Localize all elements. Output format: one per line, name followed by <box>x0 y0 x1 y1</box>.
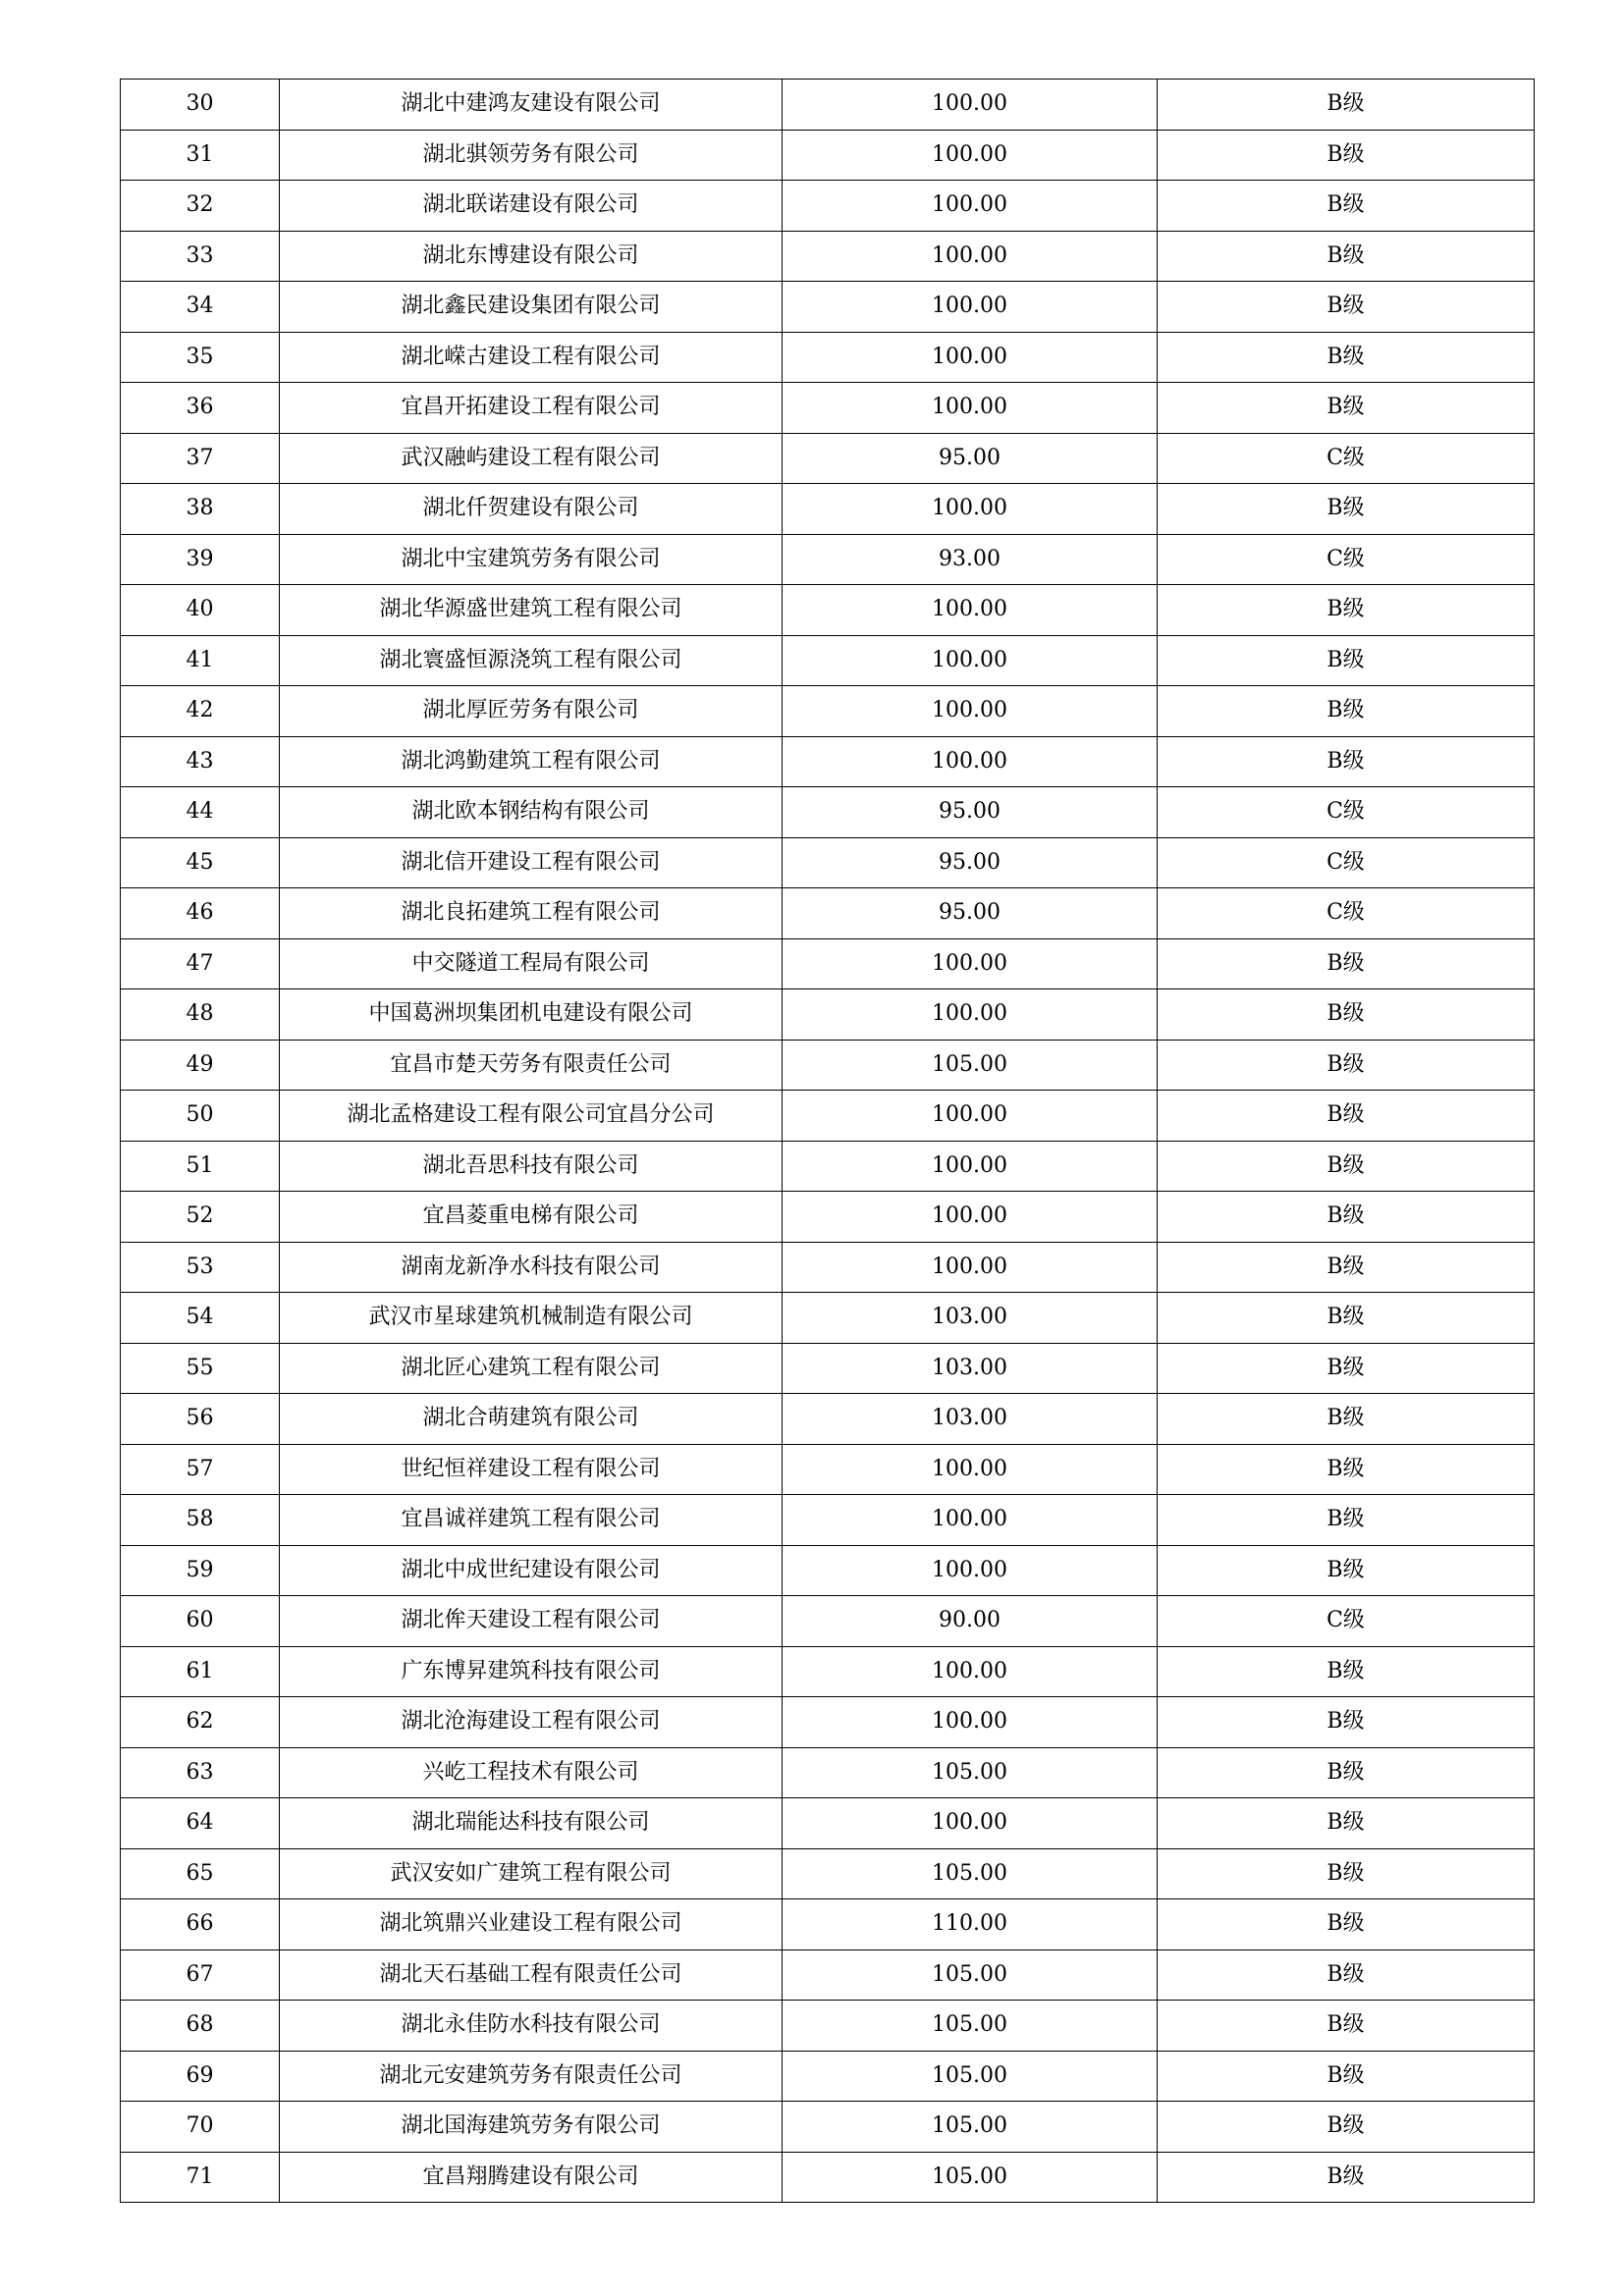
table-row <box>121 282 1535 333</box>
company-name-cell: 湖北寰盛恒源浇筑工程有限公司 <box>280 635 783 686</box>
grade-cell: B级 <box>1158 635 1535 686</box>
score-cell: 100.00 <box>783 383 1158 434</box>
table-row <box>121 534 1535 585</box>
table-row <box>121 332 1535 383</box>
grade-cell: B级 <box>1158 282 1535 333</box>
company-name-cell: 湖北鑫民建设集团有限公司 <box>280 282 783 333</box>
grade-cell: B级 <box>1158 484 1535 535</box>
row-number-cell: 44 <box>121 787 280 838</box>
grade-cell: B级 <box>1158 2152 1535 2203</box>
score-cell: 95.00 <box>783 837 1158 888</box>
company-name-cell: 武汉安如广建筑工程有限公司 <box>280 1848 783 1899</box>
row-number-cell: 51 <box>121 1141 280 1192</box>
score-cell: 90.00 <box>783 1596 1158 1647</box>
grade-cell: B级 <box>1158 585 1535 636</box>
company-rating-table <box>120 79 1535 2203</box>
grade-cell: B级 <box>1158 938 1535 989</box>
table-row <box>121 484 1535 535</box>
score-cell: 105.00 <box>783 2001 1158 2052</box>
table-row <box>121 736 1535 787</box>
company-name-cell: 湖北沧海建设工程有限公司 <box>280 1697 783 1748</box>
table-row <box>121 383 1535 434</box>
row-number-cell: 31 <box>121 130 280 181</box>
company-name-cell: 湖北瑞能达科技有限公司 <box>280 1798 783 1849</box>
company-name-cell: 武汉市星球建筑机械制造有限公司 <box>280 1293 783 1344</box>
score-cell: 95.00 <box>783 433 1158 484</box>
row-number-cell: 68 <box>121 2001 280 2052</box>
table-row <box>121 1697 1535 1748</box>
grade-cell: C级 <box>1158 787 1535 838</box>
table-row <box>121 2102 1535 2153</box>
company-name-cell: 武汉融屿建设工程有限公司 <box>280 433 783 484</box>
company-name-cell: 湖北华源盛世建筑工程有限公司 <box>280 585 783 636</box>
row-number-cell: 41 <box>121 635 280 686</box>
grade-cell: B级 <box>1158 1192 1535 1243</box>
table-row <box>121 1343 1535 1394</box>
company-name-cell: 湖北信开建设工程有限公司 <box>280 837 783 888</box>
company-name-cell: 兴屹工程技术有限公司 <box>280 1747 783 1798</box>
score-cell: 105.00 <box>783 2152 1158 2203</box>
grade-cell: B级 <box>1158 1798 1535 1849</box>
row-number-cell: 62 <box>121 1697 280 1748</box>
row-number-cell: 56 <box>121 1394 280 1445</box>
row-number-cell: 55 <box>121 1343 280 1394</box>
company-name-cell: 湖北合萌建筑有限公司 <box>280 1394 783 1445</box>
row-number-cell: 65 <box>121 1848 280 1899</box>
grade-cell: B级 <box>1158 1848 1535 1899</box>
company-name-cell: 中国葛洲坝集团机电建设有限公司 <box>280 989 783 1041</box>
company-name-cell: 湖北联诺建设有限公司 <box>280 181 783 232</box>
score-cell: 103.00 <box>783 1394 1158 1445</box>
score-cell: 100.00 <box>783 130 1158 181</box>
grade-cell: C级 <box>1158 837 1535 888</box>
table-row <box>121 1646 1535 1697</box>
row-number-cell: 59 <box>121 1545 280 1596</box>
grade-cell: B级 <box>1158 130 1535 181</box>
company-name-cell: 湖北鸿勤建筑工程有限公司 <box>280 736 783 787</box>
score-cell: 100.00 <box>783 1242 1158 1293</box>
company-name-cell: 湖北良拓建筑工程有限公司 <box>280 888 783 939</box>
grade-cell: B级 <box>1158 181 1535 232</box>
score-cell: 100.00 <box>783 332 1158 383</box>
table-row <box>121 130 1535 181</box>
grade-cell: B级 <box>1158 1091 1535 1142</box>
company-name-cell: 世纪恒祥建设工程有限公司 <box>280 1444 783 1495</box>
score-cell: 100.00 <box>783 1444 1158 1495</box>
company-name-cell: 湖北骐领劳务有限公司 <box>280 130 783 181</box>
table-row <box>121 2001 1535 2052</box>
score-cell: 105.00 <box>783 2102 1158 2153</box>
row-number-cell: 47 <box>121 938 280 989</box>
table-row <box>121 1444 1535 1495</box>
row-number-cell: 43 <box>121 736 280 787</box>
grade-cell: B级 <box>1158 989 1535 1041</box>
row-number-cell: 52 <box>121 1192 280 1243</box>
table-row <box>121 231 1535 282</box>
grade-cell: C级 <box>1158 1596 1535 1647</box>
table-row <box>121 1495 1535 1546</box>
table-row <box>121 1747 1535 1798</box>
company-name-cell: 广东博昇建筑科技有限公司 <box>280 1646 783 1697</box>
company-name-cell: 湖北厚匠劳务有限公司 <box>280 686 783 737</box>
table-row <box>121 1899 1535 1950</box>
score-cell: 93.00 <box>783 534 1158 585</box>
grade-cell: B级 <box>1158 1141 1535 1192</box>
row-number-cell: 45 <box>121 837 280 888</box>
table-row <box>121 787 1535 838</box>
score-cell: 100.00 <box>783 1646 1158 1697</box>
row-number-cell: 40 <box>121 585 280 636</box>
company-name-cell: 湖北国海建筑劳务有限公司 <box>280 2102 783 2153</box>
table-row <box>121 1091 1535 1142</box>
row-number-cell: 54 <box>121 1293 280 1344</box>
score-cell: 100.00 <box>783 585 1158 636</box>
grade-cell: B级 <box>1158 1242 1535 1293</box>
company-name-cell: 湖南龙新净水科技有限公司 <box>280 1242 783 1293</box>
row-number-cell: 69 <box>121 2051 280 2102</box>
row-number-cell: 49 <box>121 1040 280 1091</box>
grade-cell: B级 <box>1158 231 1535 282</box>
company-name-cell: 宜昌菱重电梯有限公司 <box>280 1192 783 1243</box>
grade-cell: B级 <box>1158 1646 1535 1697</box>
company-name-cell: 湖北侔天建设工程有限公司 <box>280 1596 783 1647</box>
company-name-cell: 中交隧道工程局有限公司 <box>280 938 783 989</box>
company-name-cell: 湖北吾思科技有限公司 <box>280 1141 783 1192</box>
score-cell: 95.00 <box>783 787 1158 838</box>
grade-cell: B级 <box>1158 1343 1535 1394</box>
grade-cell: C级 <box>1158 534 1535 585</box>
table-row <box>121 1596 1535 1647</box>
company-name-cell: 湖北永佳防水科技有限公司 <box>280 2001 783 2052</box>
score-cell: 100.00 <box>783 484 1158 535</box>
grade-cell: B级 <box>1158 1697 1535 1748</box>
row-number-cell: 39 <box>121 534 280 585</box>
table-row <box>121 837 1535 888</box>
table-row <box>121 1394 1535 1445</box>
score-cell: 100.00 <box>783 686 1158 737</box>
table-row <box>121 1040 1535 1091</box>
grade-cell: B级 <box>1158 80 1535 131</box>
score-cell: 100.00 <box>783 80 1158 131</box>
row-number-cell: 70 <box>121 2102 280 2153</box>
row-number-cell: 37 <box>121 433 280 484</box>
score-cell: 100.00 <box>783 231 1158 282</box>
company-name-cell: 湖北东博建设有限公司 <box>280 231 783 282</box>
table-row <box>121 80 1535 131</box>
grade-cell: B级 <box>1158 1495 1535 1546</box>
grade-cell: B级 <box>1158 1747 1535 1798</box>
company-name-cell: 湖北中建鸿友建设有限公司 <box>280 80 783 131</box>
row-number-cell: 48 <box>121 989 280 1041</box>
grade-cell: B级 <box>1158 736 1535 787</box>
score-cell: 105.00 <box>783 1747 1158 1798</box>
company-name-cell: 湖北嵘古建设工程有限公司 <box>280 332 783 383</box>
score-cell: 110.00 <box>783 1899 1158 1950</box>
grade-cell: B级 <box>1158 2001 1535 2052</box>
row-number-cell: 63 <box>121 1747 280 1798</box>
grade-cell: B级 <box>1158 383 1535 434</box>
score-cell: 100.00 <box>783 1192 1158 1243</box>
table-row <box>121 1293 1535 1344</box>
company-name-cell: 湖北天石基础工程有限责任公司 <box>280 1949 783 2001</box>
table-row <box>121 2051 1535 2102</box>
company-name-cell: 宜昌诚祥建筑工程有限公司 <box>280 1495 783 1546</box>
table-row <box>121 938 1535 989</box>
company-name-cell: 湖北元安建筑劳务有限责任公司 <box>280 2051 783 2102</box>
company-name-cell: 湖北仟贺建设有限公司 <box>280 484 783 535</box>
row-number-cell: 71 <box>121 2152 280 2203</box>
grade-cell: B级 <box>1158 1545 1535 1596</box>
row-number-cell: 57 <box>121 1444 280 1495</box>
row-number-cell: 32 <box>121 181 280 232</box>
row-number-cell: 42 <box>121 686 280 737</box>
table-row <box>121 1141 1535 1192</box>
table-row <box>121 433 1535 484</box>
company-name-cell: 湖北中宝建筑劳务有限公司 <box>280 534 783 585</box>
row-number-cell: 38 <box>121 484 280 535</box>
row-number-cell: 33 <box>121 231 280 282</box>
score-cell: 103.00 <box>783 1343 1158 1394</box>
grade-cell: B级 <box>1158 1444 1535 1495</box>
grade-cell: B级 <box>1158 332 1535 383</box>
table-row <box>121 1242 1535 1293</box>
company-name-cell: 湖北中成世纪建设有限公司 <box>280 1545 783 1596</box>
grade-cell: B级 <box>1158 1949 1535 2001</box>
score-cell: 100.00 <box>783 1141 1158 1192</box>
score-cell: 100.00 <box>783 1697 1158 1748</box>
row-number-cell: 50 <box>121 1091 280 1142</box>
table-row <box>121 2152 1535 2203</box>
score-cell: 105.00 <box>783 1949 1158 2001</box>
grade-cell: B级 <box>1158 1394 1535 1445</box>
score-cell: 105.00 <box>783 1848 1158 1899</box>
score-cell: 100.00 <box>783 1091 1158 1142</box>
score-cell: 100.00 <box>783 736 1158 787</box>
grade-cell: C级 <box>1158 433 1535 484</box>
company-name-cell: 宜昌开拓建设工程有限公司 <box>280 383 783 434</box>
table-row <box>121 989 1535 1041</box>
score-cell: 105.00 <box>783 1040 1158 1091</box>
table-row <box>121 1949 1535 2001</box>
table-row <box>121 888 1535 939</box>
score-cell: 105.00 <box>783 2051 1158 2102</box>
row-number-cell: 64 <box>121 1798 280 1849</box>
table-row <box>121 1798 1535 1849</box>
row-number-cell: 36 <box>121 383 280 434</box>
score-cell: 100.00 <box>783 1798 1158 1849</box>
score-cell: 100.00 <box>783 938 1158 989</box>
grade-cell: B级 <box>1158 2102 1535 2153</box>
row-number-cell: 46 <box>121 888 280 939</box>
grade-cell: B级 <box>1158 686 1535 737</box>
company-name-cell: 湖北孟格建设工程有限公司宜昌分公司 <box>280 1091 783 1142</box>
company-name-cell: 宜昌翔腾建设有限公司 <box>280 2152 783 2203</box>
score-cell: 100.00 <box>783 282 1158 333</box>
grade-cell: B级 <box>1158 1040 1535 1091</box>
company-name-cell: 湖北筑鼎兴业建设工程有限公司 <box>280 1899 783 1950</box>
grade-cell: B级 <box>1158 1293 1535 1344</box>
grade-cell: B级 <box>1158 1899 1535 1950</box>
grade-cell: C级 <box>1158 888 1535 939</box>
company-name-cell: 宜昌市楚天劳务有限责任公司 <box>280 1040 783 1091</box>
company-name-cell: 湖北欧本钢结构有限公司 <box>280 787 783 838</box>
row-number-cell: 30 <box>121 80 280 131</box>
row-number-cell: 35 <box>121 332 280 383</box>
score-cell: 100.00 <box>783 181 1158 232</box>
row-number-cell: 53 <box>121 1242 280 1293</box>
row-number-cell: 67 <box>121 1949 280 2001</box>
table-row <box>121 585 1535 636</box>
score-cell: 100.00 <box>783 635 1158 686</box>
table-row <box>121 1192 1535 1243</box>
row-number-cell: 60 <box>121 1596 280 1647</box>
score-cell: 103.00 <box>783 1293 1158 1344</box>
row-number-cell: 34 <box>121 282 280 333</box>
company-name-cell: 湖北匠心建筑工程有限公司 <box>280 1343 783 1394</box>
score-cell: 100.00 <box>783 1495 1158 1546</box>
grade-cell: B级 <box>1158 2051 1535 2102</box>
score-cell: 100.00 <box>783 989 1158 1041</box>
row-number-cell: 66 <box>121 1899 280 1950</box>
table-body <box>121 80 1535 2203</box>
row-number-cell: 61 <box>121 1646 280 1697</box>
row-number-cell: 58 <box>121 1495 280 1546</box>
score-cell: 95.00 <box>783 888 1158 939</box>
table-row <box>121 686 1535 737</box>
table-row <box>121 181 1535 232</box>
table-row <box>121 635 1535 686</box>
table-row <box>121 1545 1535 1596</box>
score-cell: 100.00 <box>783 1545 1158 1596</box>
table-row <box>121 1848 1535 1899</box>
